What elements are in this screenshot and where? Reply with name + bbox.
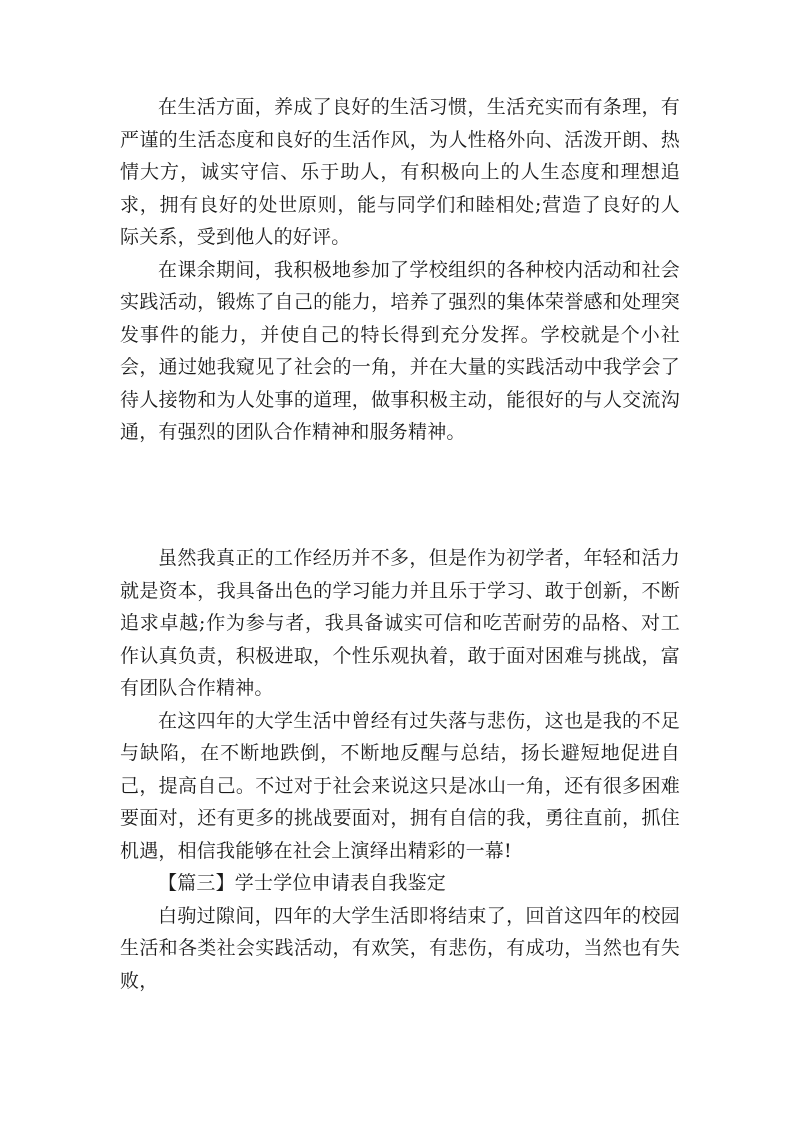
paragraph-extracurricular: 在课余期间，我积极地参加了学校组织的各种校内活动和社会实践活动，锻炼了自己的能力，培养了强烈的集体荣誉感和处理突发事件的能力，并使自己的特长得到充分发挥。学校就是个小社会，通过她我窥见了社会的一角，并在大量的实践活动中我学会了待人接物和为人处事的道理，做事积极主动，能很好的与人交流沟通，有强烈的团队合作精神和服务精神。 xyxy=(120,258,680,443)
paragraph-summary-start: 白驹过隙间，四年的大学生活即将结束了，回首这四年的校园生活和各类社会实践活动，有欢笑，有悲伤，有成功，当然也有失败， xyxy=(120,904,680,992)
section-heading: 【篇三】学士学位申请表自我鉴定 xyxy=(158,872,447,894)
text-block-upper xyxy=(120,91,680,449)
text-block-lower xyxy=(120,542,680,997)
paragraph-four-years: 在这四年的大学生活中曾经有过失落与悲伤，这也是我的不足与缺陷，在不断地跌倒，不断地反醒与总结，扬长避短地促进自己，提高自己。不过对于社会来说这只是冰山一角，还有很多困难要面对，还有更多的挑战要面对，拥有自信的我，勇往直前，抓住机遇，相信我能够在社会上演绎出精彩的一幕! xyxy=(120,709,680,862)
paragraph-work-experience: 虽然我真正的工作经历并不多，但是作为初学者，年轻和活力就是资本，我具备出色的学习能力并且乐于学习、敢于创新，不断追求卓越;作为参与者，我具备诚实可信和吃苦耐劳的品格、对工作认真负责，积极进取，个性乐观执着，敢于面对困难与挑战，富有团队合作精神。 xyxy=(120,547,680,699)
paragraph-life: 在生活方面，养成了良好的生活习惯，生活充实而有条理，有严谨的生活态度和良好的生活作风，为人性格外向、活泼开朗、热情大方，诚实守信、乐于助人，有积极向上的人生态度和理想追求，拥有良好的处世原则，能与同学们和睦相处;营造了良好的人际关系，受到他人的好评。 xyxy=(120,96,680,248)
